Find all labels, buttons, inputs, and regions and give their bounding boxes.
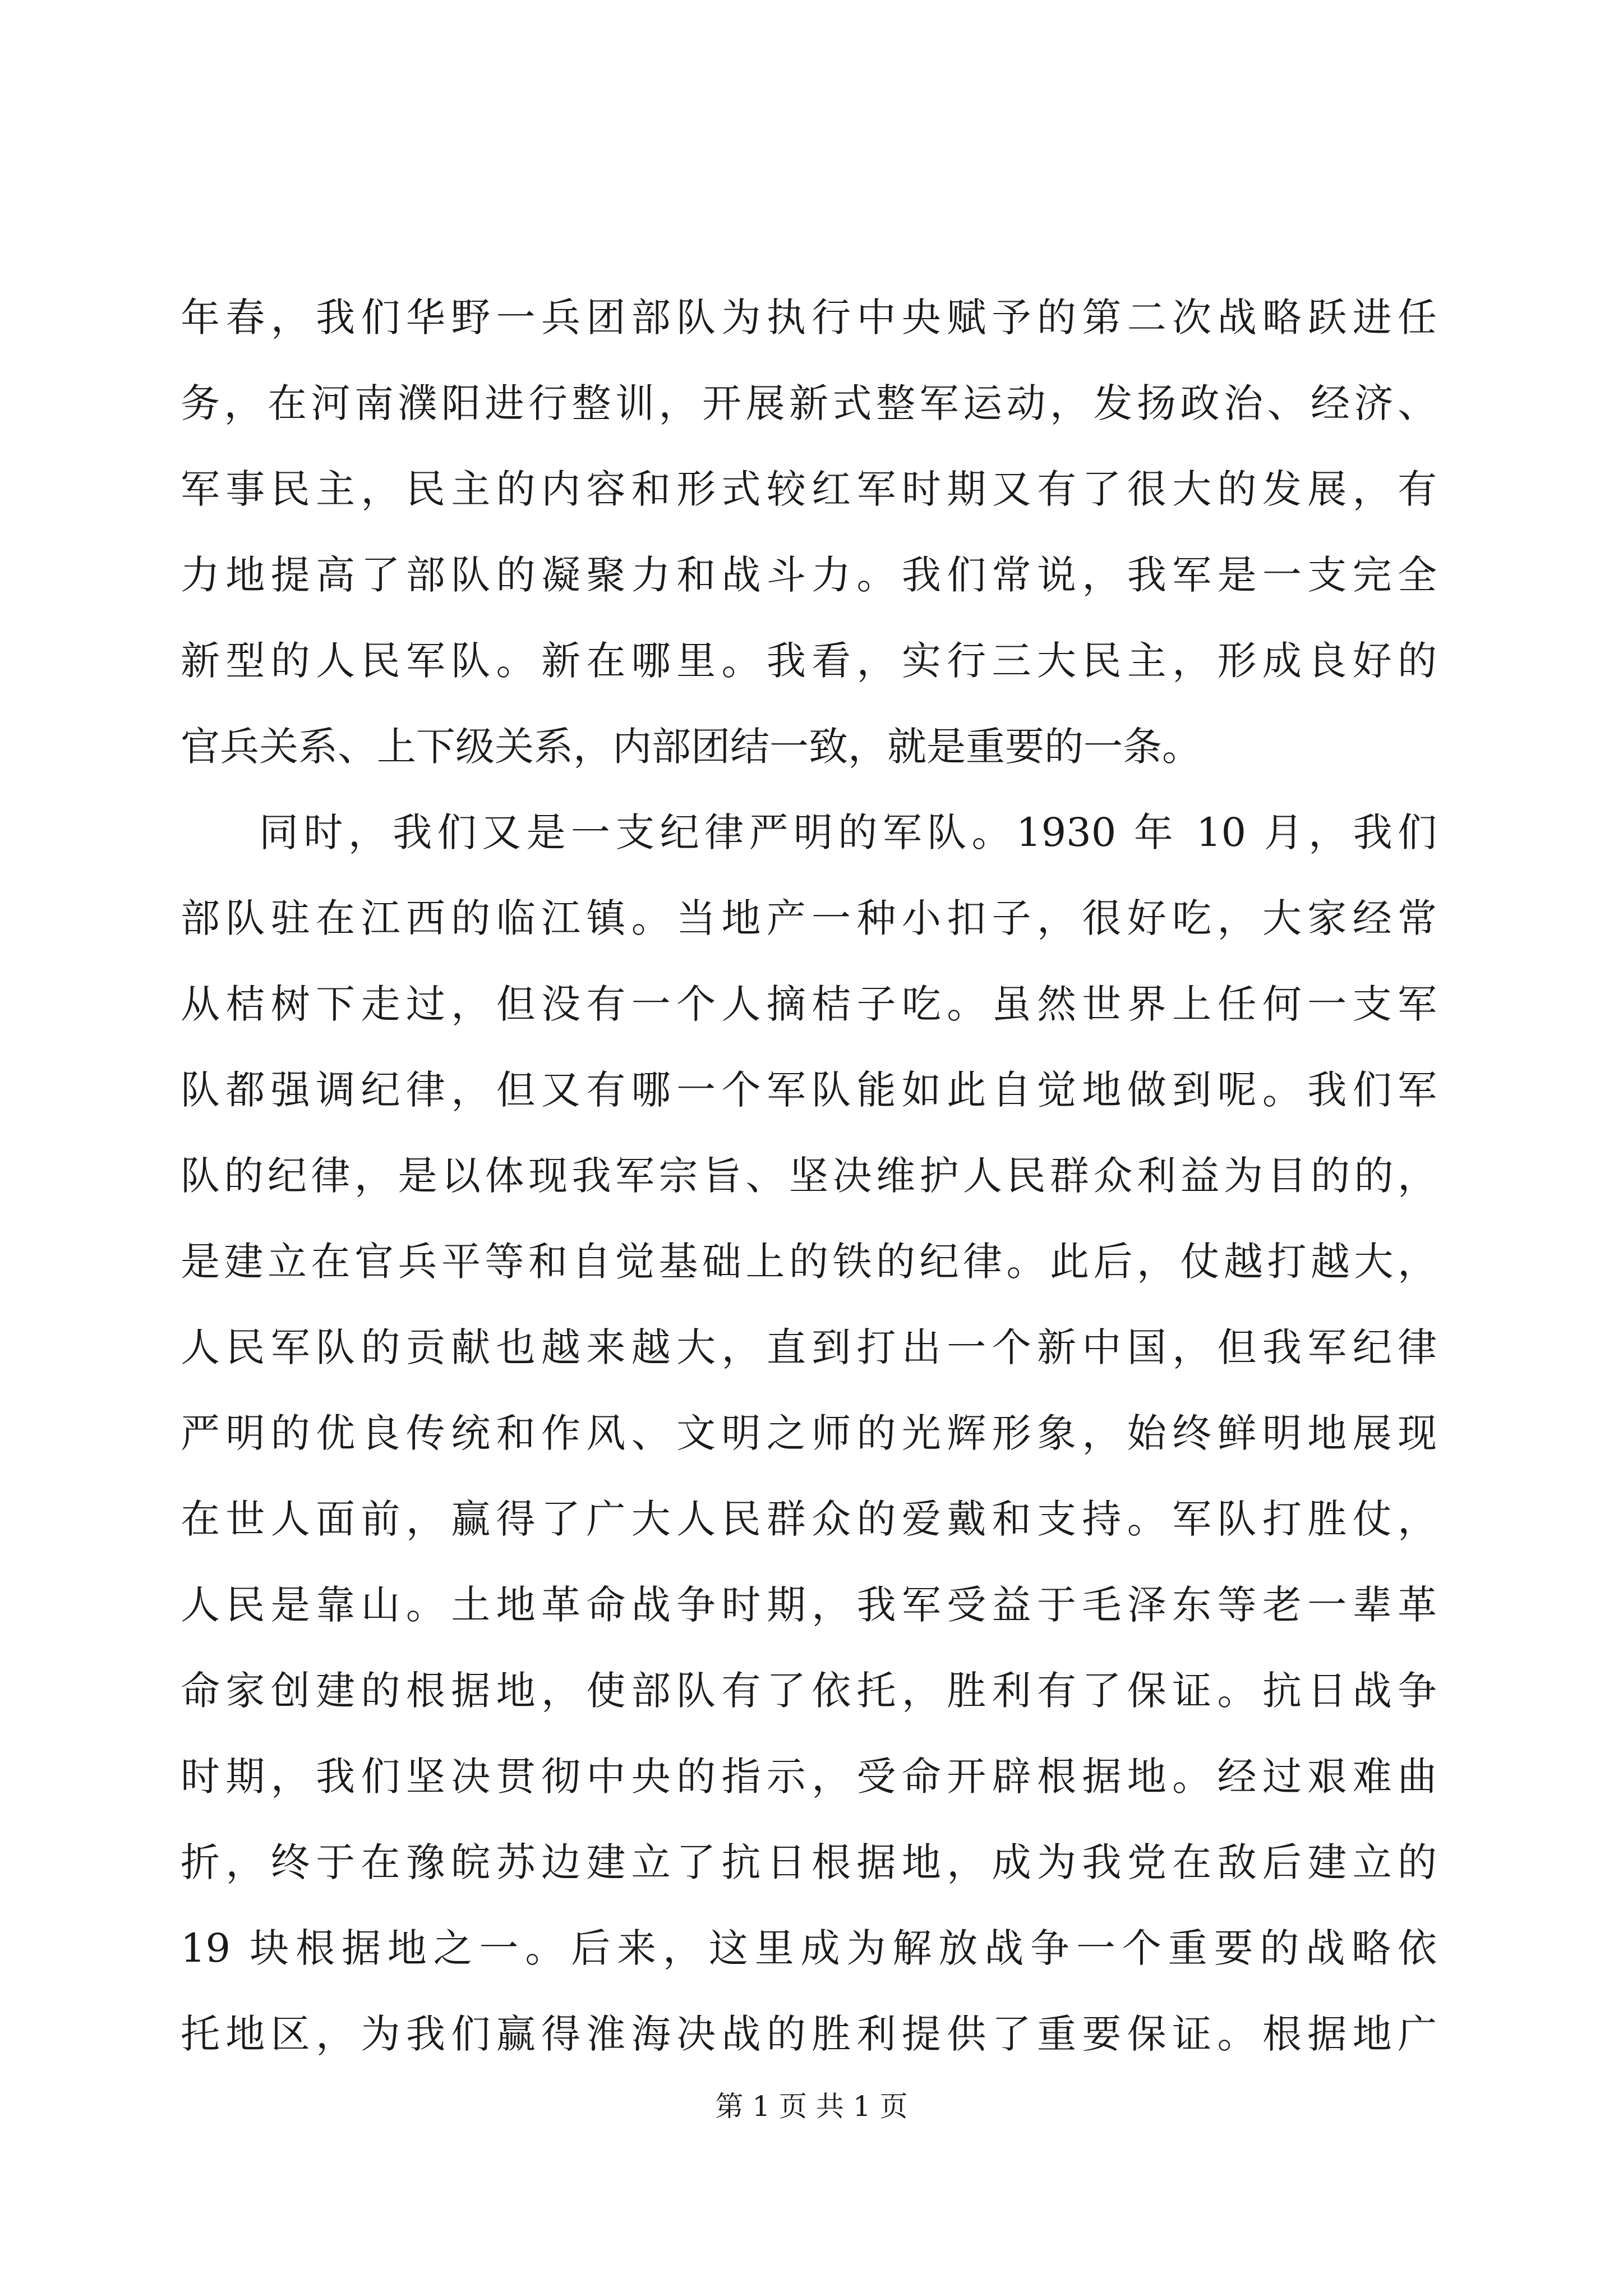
text-line: 人民军队的贡献也越来越大，直到打出一个新中国，但我军纪律 xyxy=(181,1324,1437,1370)
text-line: 年春，我们华野一兵团部队为执行中央赋予的第二次战略跃进任 xyxy=(181,295,1437,341)
text-line: 从桔树下走过，但没有一个人摘桔子吃。虽然世界上任何一支军 xyxy=(181,981,1437,1027)
text-line: 军事民主，民主的内容和形式较红军时期又有了很大的发展，有 xyxy=(181,466,1437,512)
text-line: 严明的优良传统和作风、文明之师的光辉形象，始终鲜明地展现 xyxy=(181,1410,1437,1456)
text-line: 队的纪律，是以体现我军宗旨、坚决维护人民群众利益为目的的， xyxy=(181,1153,1437,1199)
text-line: 在世人面前，赢得了广大人民群众的爱戴和支持。军队打胜仗， xyxy=(181,1496,1437,1542)
page-footer: 第 1 页 共 1 页 xyxy=(715,2090,908,2123)
text-line: 同时，我们又是一支纪律严明的军队。1930 年 10 月，我们 xyxy=(259,809,1437,855)
text-line: 命家创建的根据地，使部队有了依托，胜利有了保证。抗日战争 xyxy=(181,1668,1437,1714)
text-line: 官兵关系、上下级关系，内部团结一致，就是重要的一条。 xyxy=(181,724,1201,770)
text-line: 新型的人民军队。新在哪里。我看，实行三大民主，形成良好的 xyxy=(181,638,1437,684)
text-line: 托地区，为我们赢得淮海决战的胜利提供了重要保证。根据地广 xyxy=(181,2011,1437,2057)
text-line: 力地提高了部队的凝聚力和战斗力。我们常说，我军是一支完全 xyxy=(181,552,1437,598)
text-line: 队都强调纪律，但又有哪一个军队能如此自觉地做到呢。我们军 xyxy=(181,1067,1437,1113)
text-line: 是建立在官兵平等和自觉基础上的铁的纪律。此后，仗越打越大， xyxy=(181,1239,1437,1285)
text-line: 折，终于在豫皖苏边建立了抗日根据地，成为我党在敌后建立的 xyxy=(181,1839,1437,1885)
document-body xyxy=(181,275,1437,2077)
text-line: 时期，我们坚决贯彻中央的指示，受命开辟根据地。经过艰难曲 xyxy=(181,1754,1437,1800)
text-line: 19 块根据地之一。后来，这里成为解放战争一个重要的战略依 xyxy=(181,1925,1437,1971)
text-line: 务，在河南濮阳进行整训，开展新式整军运动，发扬政治、经济、 xyxy=(181,380,1437,426)
text-line: 人民是靠山。土地革命战争时期，我军受益于毛泽东等老一辈革 xyxy=(181,1582,1437,1628)
text-line: 部队驻在江西的临江镇。当地产一种小扣子，很好吃，大家经常 xyxy=(181,895,1437,941)
